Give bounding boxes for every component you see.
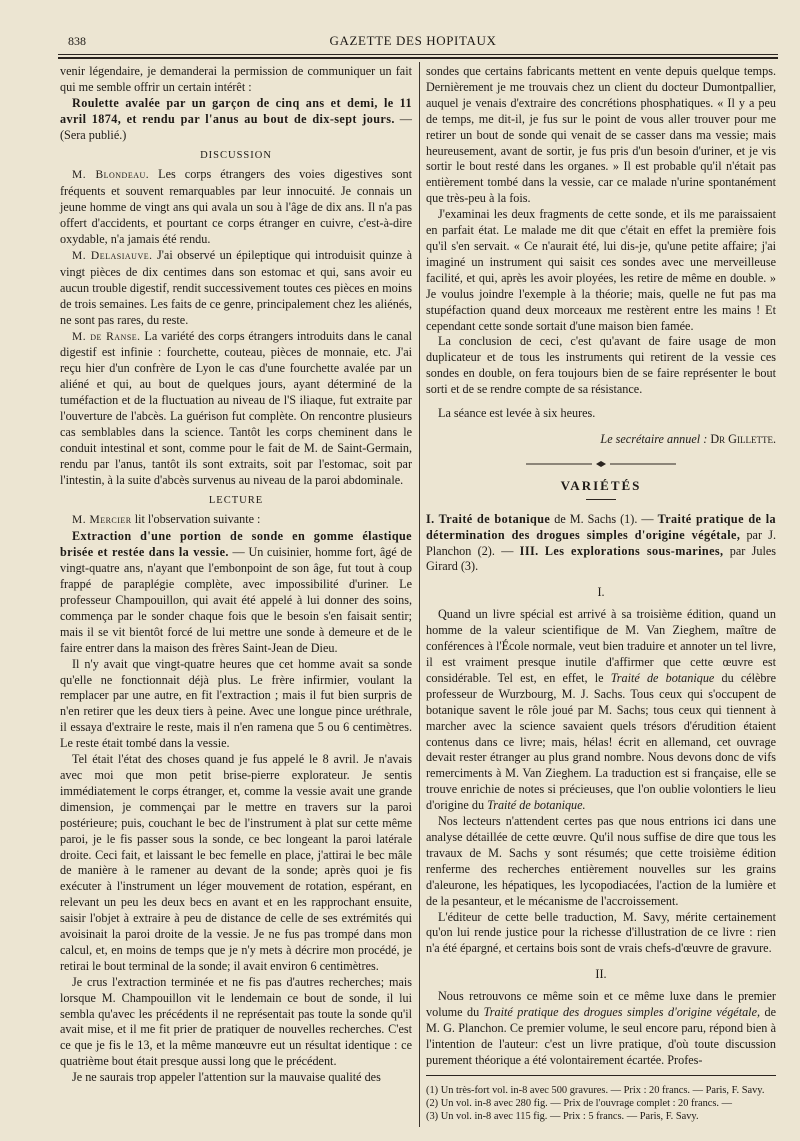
paragraph-text: lit l'observation suivante : [131, 512, 261, 527]
paragraph: sondes que certains fabricants mettent en vente depuis quelque temps. Dernièrement je me trouvais chez un client du docteur Dumontpallier, auquel je venais d'extraire des concrétions phosphatiques. « Il y a peu de temps, me dit-il, je fus sur le point de vous aller trouver pour me retirer un bout de sonde qui venait de se casser dans ma vessie; mais heureusement, avant de sortir, je fus pris d'un besoin d'uriner, et je vis sortir le bout resté dans les organes. » Il est probable qu'il n'était pas entièrement tombé dans la vessie, car ce malade n'urine spontanément que très-peu à la fois. [426, 64, 776, 206]
left-column [60, 64, 412, 1086]
speaker-name: M. Mercier [72, 514, 132, 527]
paragraph [60, 529, 412, 656]
paragraph: La séance est levée à six heures. [438, 406, 596, 421]
speaker-name: M. Blondeau. [72, 169, 150, 182]
paragraph [60, 248, 412, 329]
header-rule-thick [58, 57, 778, 59]
speaker-name: M. Delasiauve. [72, 249, 153, 262]
footnote: (1) Un très-fort vol. in-8 avec 500 gravures. — Prix : 20 francs. — Paris, F. Savy. [426, 1084, 765, 1096]
section-heading-lecture: LECTURE [208, 494, 264, 506]
paragraph: La conclusion de ceci, c'est qu'avant de faire usage de mon duplicateur et de tous les instruments qui retirent de la vessie ces sondes en double, on fera toujours bien de se faire représenter le bout sorti et de se rendre compte de sa résistance. [426, 334, 776, 397]
paragraph-text: du célèbre professeur de Wurzbourg, M. J. Sachs. Tous ceux qui s'occupent de botanique savent le rôle joué par M. Sachs; tous ceux qui tiennent à marcher avec la science savaient quels trésors d'érudition étaient contenus dans ce livre; mais, hélas! écrit en allemand, cet ouvrage devait rester étranger au plus grand nombre. Nous devons donc de vifs remerciments à M. Van Zieghem. La traduction est si française, elle se trouve enrichie de notes si précieuses, que l'on oublie volontiers le lieu d'origine du [426, 670, 776, 813]
review-number: I. [426, 511, 435, 526]
review-author: par Jules Girard (3). [426, 543, 776, 574]
paragraph: Je crus l'extraction terminée et ne fis pas d'autres recherches; mais lorsque M. Champouillon vit le lendemain ce bout de sonde, il lui sembla qu'avec les précédents il ne représentait pas toute la sonde qu'il avait mise, et il me fit prier de pratiquer de nouvelles recherches. C'est ce que je fis le 13, et la même manœuvre eut un résultat identique : ce quatrième bout était presque aussi long que le précédent. [60, 974, 412, 1069]
paragraph [60, 512, 412, 529]
paragraph [60, 167, 412, 248]
paragraph-text: Nous retrouvons ce même soin et ce même luxe dans le premier volume du [426, 989, 776, 1020]
paragraph: Tel était l'état des choses quand je fus appelé le 8 avril. Je n'avais avec moi que mon petit brise-pierre explorateur. Je sentis immédiatement le corps étranger, et, comme la vessie avait une grande dimension, je commençai par le mettre en travers sur la paroi postérieure; puis, couchant le bec de l'instrument à plat sur cette même paroi, je le fis passer sous la sonde, ce bec longeant la paroi latérale droite. Ceci fait, et laissant le bec femelle en place, j'attirai le bec mâle de manière à le ramener au devant de la sonde; après quoi je fis exécuter à l'instrument un léger mouvement de rotation, espérant, en relevant un peu les deux becs en avant et en les rapprochant ensuite, saisir l'objet à extraire à peu de distance de celle de ses extrémités qui avoisinait la paroi droite de la vessie. Je ne fus pas trompé dans mon calcul, et, en moins de temps que je n'y mets à décrire mon procédé, je retirai le bout terminal de la sonde; il avait environ 6 centimètres. [60, 752, 412, 973]
ornament-divider [526, 460, 676, 468]
paragraph-text: — Un cuisinier, homme fort, âgé de vingt-quatre ans, n'ayant que l'embonpoint de son âge, fut tout à coup frappé de paraplégie complète, avec impossibilité d'uriner. Le professeur Champouillon, qui avait été appelé à lui donner des soins, commença par le sonder chaque fois que le besoin s'en faisait sentir; mais il se vit bientôt forcé de lui mettre une sonde à demeure et de le faire entrer dans la maison des frères Saint-Jean de Dieu. [60, 545, 412, 655]
footnote: (2) Un vol. in-8 avec 280 fig. — Prix de l'ouvrage complet : 20 francs. — [426, 1097, 733, 1109]
paragraph: Il n'y avait que vingt-quatre heures que cet homme avait sa sonde qu'elle ne fonctionnait déjà plus. Le frère infirmier, voulant la remplacer par une autre, en fit l'extraction ; mais il fut bien surpris de n'en retirer que les deux tiers à peine. Avec une longue pince uréthrale, il essaya d'extraire le reste, mais il n'en ramena que 5 ou 6 centimètres. Le reste était tombé dans la vessie. [60, 656, 412, 751]
review-author: de M. Sachs (1). — [550, 511, 658, 526]
observation-title: Extraction d'une portion de sonde en gomme élastique brisée et restée dans la vessie. [60, 529, 412, 560]
paragraph-text: J'ai observé un épileptique qui introduisit quinze à vingt pièces de dix centimes dans son estomac et qui, sans avoir eu aucun trouble digestif, rendit successivement toutes ces pièces en moins de trois semaines. Les faits de ce genre, principalement chez les aliénés, ne sont pas rares, du reste. [60, 247, 413, 327]
review-title: Traité pratique de la détermination des drogues simples d'origine végétale, [426, 511, 777, 542]
paragraph-text: Les corps étrangers des voies digestives sont fréquents et souvent remarquables par leur innocuité. Je connais un jeune homme de vingt ans qui avala un sou à l'âge de dix ans. Il n'a pas offert d'accidents, et pourtant ce corps étranger en cuivre, c'est-à-dire oxydable, n'a jamais été rendu. [60, 167, 412, 247]
review-number: III. [519, 543, 539, 558]
page-header [58, 28, 768, 50]
paragraph [426, 989, 776, 1069]
communication-title [60, 96, 412, 144]
book-title: Traité pratique des drogues simples d'origine végétale, [483, 1005, 761, 1020]
section-heading-discussion: DISCUSSION [200, 149, 272, 161]
paragraph [60, 329, 412, 489]
running-title: GAZETTE DES HOPITAUX [329, 33, 497, 48]
book-title: Traité de botanique [610, 670, 715, 685]
paragraph: J'examinai les deux fragments de cette sonde, et ils me paraissaient en parfait état. Le malade me dit que c'était en effet la première fois qu'il s'en servait. « Ce n'aurait été, lui dis-je, qu'une petite affaire; j'ai imaginé un instrument qui saisit ces sondes avec une merveilleuse facilité, et qui, après les avoir ployées, les retire de même en double. » Je voulus joindre l'exemple à la théorie; mais, quelle ne fut pas ma stupéfaction quand deux morceaux me restèrent entre les mains ! Et cependant cette sonde sortait d'une maison bien famée. [426, 207, 776, 333]
paragraph: Nos lecteurs n'attendent certes pas que nous entrions ici dans une analyse détaillée de cette œuvre. Qu'il nous suffise de dire que tous les travaux de M. Sachs y sont résumés; que cette troisième édition renferme des recherches entièrement nouvelles sur les grains d'aleurone, les hépatiques, les lycopodiacées, l'action de la lumière et de la pesanteur, et le mécanisme de l'accroissement. [426, 814, 776, 908]
paragraph: venir légendaire, je demanderai la permission de communiquer un fait qui me semble offrir un certain intérêt : [60, 64, 412, 94]
signature-label: Le secrétaire annuel : [600, 431, 708, 446]
right-column [426, 64, 776, 1123]
paragraph-text: La variété des corps étrangers introduits dans le canal digestif est infinie : fourchette, couteau, pièces de monnaie, etc. J'ai reçu hier d'un confrère de Lyon le cas d'une fourchette avalée par un aliéné et qui, au bout de quelques jours, ayant déterminé de la tuméfaction et de la fluctuation au niveau de l'S iliaque, fut extraite par l'ouverture de l'abcès. La guérison fut complète. On rencontre plusieurs cas semblables dans la science. Tantôt les corps cheminent dans le conduit intestinal et sont, comme pour le fait de M. de Saint-Germain, rendu par l'anus, tantôt ils sont extraits, soit par l'estomac, soit par l'intestin, à la suite d'abcès survenus au niveau de la paroi abdominale. [60, 328, 412, 487]
review-title: Les explorations sous-marines, [544, 543, 724, 558]
paragraph [426, 607, 776, 814]
paragraph: L'éditeur de cette belle traduction, M. Savy, mérite certainement qu'on lui rende justice pour la richesse d'illustration de ce livre : rien n'a été épargné, et certains bois sont de vrais chefs-d'œuvre de gravure. [426, 909, 776, 956]
communication-title-note: — (Sera publié.) [60, 111, 412, 142]
review-titles [426, 512, 776, 576]
speaker-name: M. de Ranse. [72, 330, 141, 343]
section-title-varietes: VARIÉTÉS [560, 477, 642, 493]
signature [426, 432, 776, 448]
review-title: Traité de botanique [438, 511, 551, 526]
paragraph-text: Quand un livre spécial est arrivé à sa troisième édition, quand un homme de la valeur scientifique de M. Van Zieghem, maître de conférences à l'École normale, veut bien traduire et annoter un tel livre, il est vraiment presque inutile d'affirmer que cette œuvre est considérable. Tel est, en effet, le [426, 607, 776, 685]
footnotes [426, 1075, 776, 1124]
paragraph: Je ne saurais trop appeler l'attention sur la mauvaise qualité des [72, 1070, 381, 1085]
column-divider [419, 62, 420, 1127]
footnote: (3) Un vol. in-8 avec 115 fig. — Prix : 5 francs. — Paris, F. Savy. [426, 1111, 699, 1123]
book-title: Traité de botanique. [487, 798, 586, 813]
subsection-number: II. [595, 967, 607, 982]
signature-name: Dr Gillette. [710, 431, 776, 446]
review-author: par J. Planchon (2). — [426, 527, 776, 558]
page-number: 838 [68, 34, 86, 48]
short-rule [586, 499, 616, 500]
paragraph-text: de M. G. Planchon. Ce premier volume, le seul encore paru, répond bien à l'intention de l'auteur: c'est un livre pratique, d'où toute discussion purement théorique a été volontairement écartée. Profes- [426, 1005, 776, 1067]
header-rule [58, 54, 778, 55]
subsection-number: I. [597, 585, 605, 600]
communication-title-bold: Roulette avalée par un garçon de cinq ans et demi, le 11 avril 1874, et rendu par l'anus au bout de dix-sept jours. [60, 95, 412, 126]
